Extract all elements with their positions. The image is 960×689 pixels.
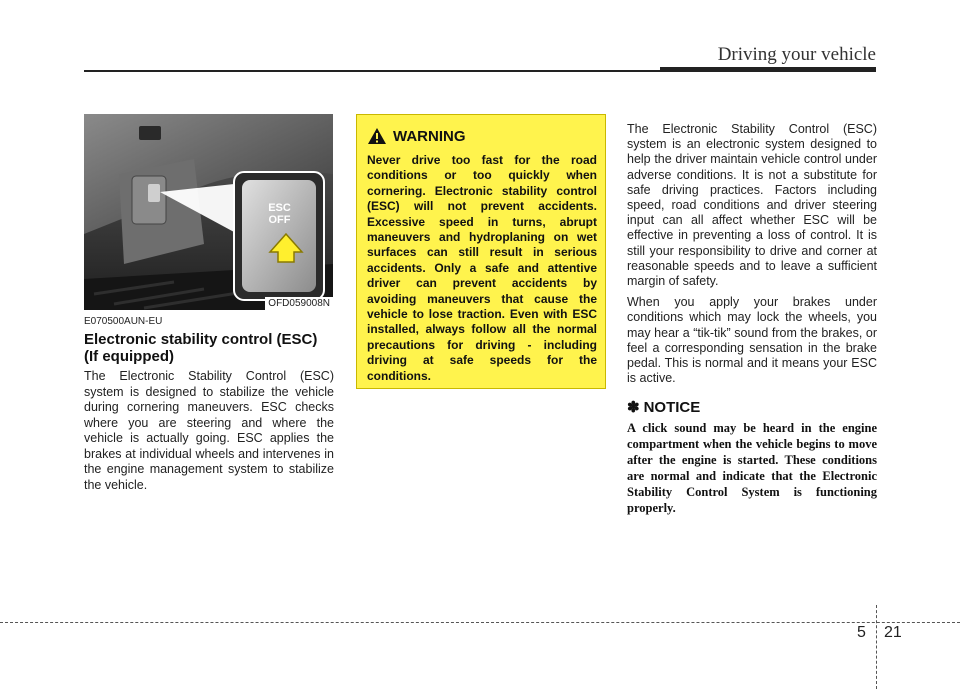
- asterisk-icon: ✽: [627, 399, 640, 417]
- warning-triangle-icon: [367, 127, 387, 145]
- footer-rule: [0, 622, 960, 623]
- header-rule-thin: [84, 70, 876, 72]
- esc-button-label-1: ESC: [268, 202, 291, 214]
- warning-header: [367, 125, 597, 147]
- esc-button-label-2: OFF: [268, 214, 291, 226]
- header-title: Driving your vehicle: [717, 44, 876, 65]
- section-title: Electronic stability control (ESC) (If equipped): [84, 331, 318, 365]
- section-body: The Electronic Stability Control (ESC) system is designed to stabilize the vehicle during cornering maneuvers. ESC checks where you are steering and where the vehicle is actually going. ESC applies the brakes at individual wheels and intervenes in the engine management system to stabilize the vehicle.: [84, 369, 334, 492]
- notice-title: NOTICE: [643, 398, 701, 416]
- esc-figure: [84, 114, 333, 310]
- warning-text: Never drive too fast for the road conditions or too quickly when cornering. Electronic stability control (ESC) will not prevent accidents. Excessive speed in turns, abrupt maneuvers and hydroplaning on wet surfaces can still result in serious accidents. Only a safe and attentive driver can prevent accidents by avoiding maneuvers that cause the vehicle to lose traction. Even with ESC installed, always follow all the normal precautions for driving - including driving at safe speeds for the conditions.: [367, 153, 597, 383]
- esc-description: The Electronic Stability Control (ESC) system is an electronic system designed to help the driver maintain vehicle control under adverse conditions. It is not a substitute for safe driving practices. Factors including speed, road conditions and driver steering input can all affect whether ESC will be effective in preventing a loss of control. It is still your responsibility to drive and corner at reasonable speeds and to leave a sufficient margin of safety.: [627, 122, 877, 289]
- esc-active-description: When you apply your brakes under conditions which may lock the wheels, you may hear a “tik-tik” sound from the brakes, or feel a corresponding sensation in the brake pedal. This is normal and it means your ESC is active.: [627, 295, 877, 386]
- chapter-number: 5: [857, 624, 866, 641]
- notice-text: A click sound may be heard in the engine compartment when the vehicle begins to move after the engine is started. These conditions are normal and indicate that the Electronic Stability Control System is functioning properly.: [627, 421, 877, 516]
- figure-caption: OFD059008N: [265, 297, 333, 310]
- page-number: 21: [884, 624, 902, 641]
- right-column: [627, 122, 877, 516]
- warning-box: [356, 114, 606, 389]
- section-code: E070500AUN-EU: [84, 316, 163, 327]
- warning-title: WARNING: [393, 127, 466, 145]
- footer-divider: [876, 605, 877, 689]
- notice-header: [627, 398, 877, 416]
